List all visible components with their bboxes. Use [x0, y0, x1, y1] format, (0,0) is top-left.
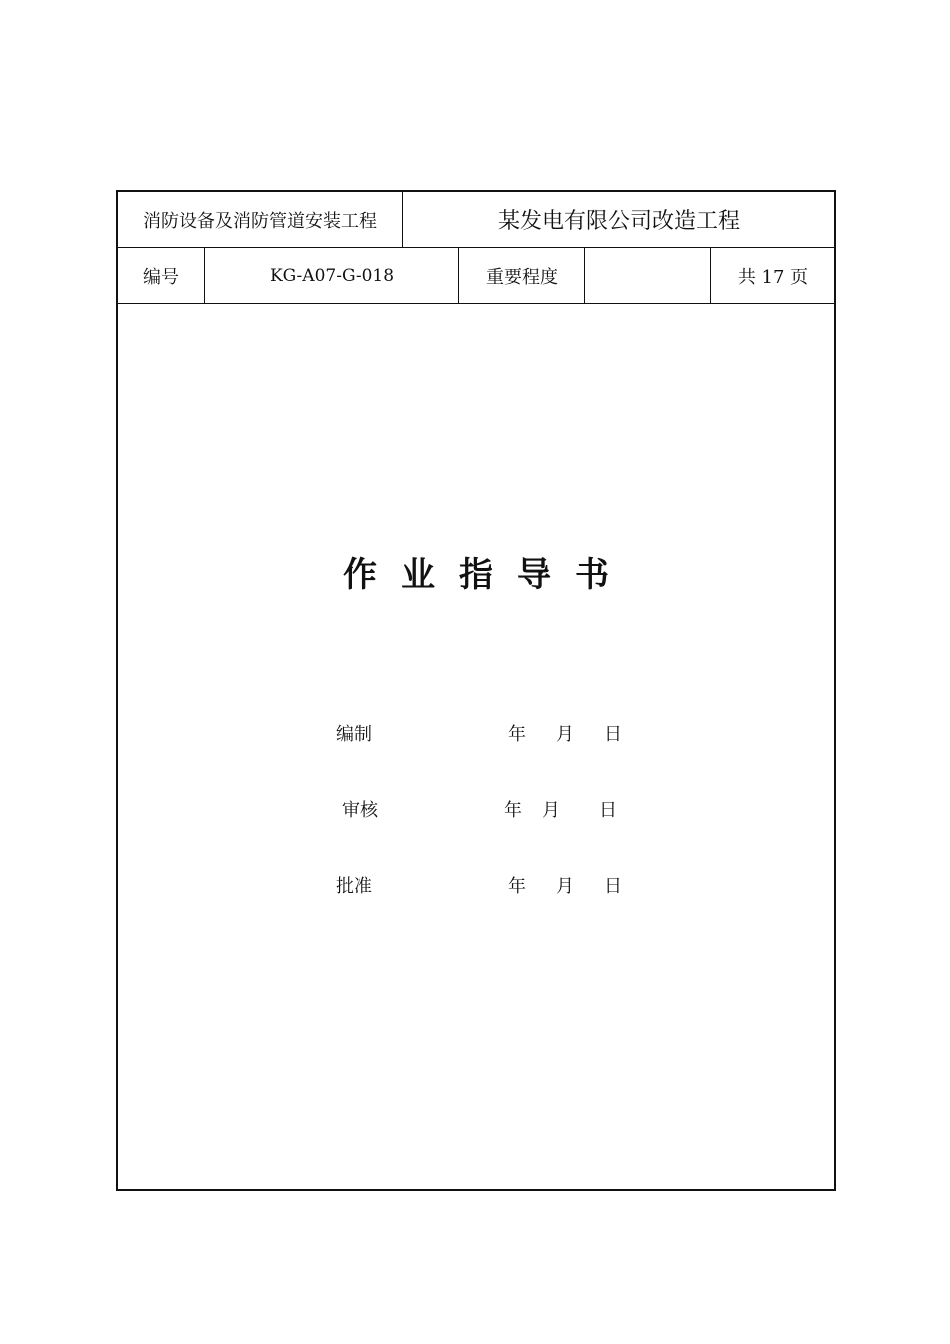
signature-row-prepare — [118, 720, 834, 750]
signature-month: 月 — [556, 876, 574, 897]
document-title: 作业指导书 — [343, 555, 633, 595]
signature-month: 月 — [542, 800, 560, 821]
project-name: 消防设备及消防管道安装工程 — [143, 210, 377, 232]
importance-value — [584, 248, 711, 303]
signature-day: 日 — [599, 800, 617, 821]
signature-day: 日 — [604, 724, 622, 745]
signature-year: 年 — [508, 876, 526, 897]
signature-role: 编制 — [336, 724, 372, 745]
number-label: 编号 — [143, 266, 179, 288]
document-number: KG-A07-G-018 — [204, 248, 459, 303]
signature-year: 年 — [508, 724, 526, 745]
company-project-name: 某发电有限公司改造工程 — [402, 192, 835, 247]
signature-month: 月 — [556, 724, 574, 745]
header-row-meta — [118, 248, 834, 304]
importance-label: 重要程度 — [458, 248, 585, 303]
signature-role: 批准 — [336, 876, 372, 897]
signature-role: 审核 — [342, 800, 378, 821]
header-row-project — [118, 192, 834, 248]
signature-row-review — [118, 796, 834, 826]
document-cover-frame — [116, 190, 836, 1191]
signature-day: 日 — [604, 876, 622, 897]
signature-row-approve — [118, 872, 834, 902]
signature-year: 年 — [504, 800, 522, 821]
page-count: 共 17 页 — [710, 248, 835, 303]
